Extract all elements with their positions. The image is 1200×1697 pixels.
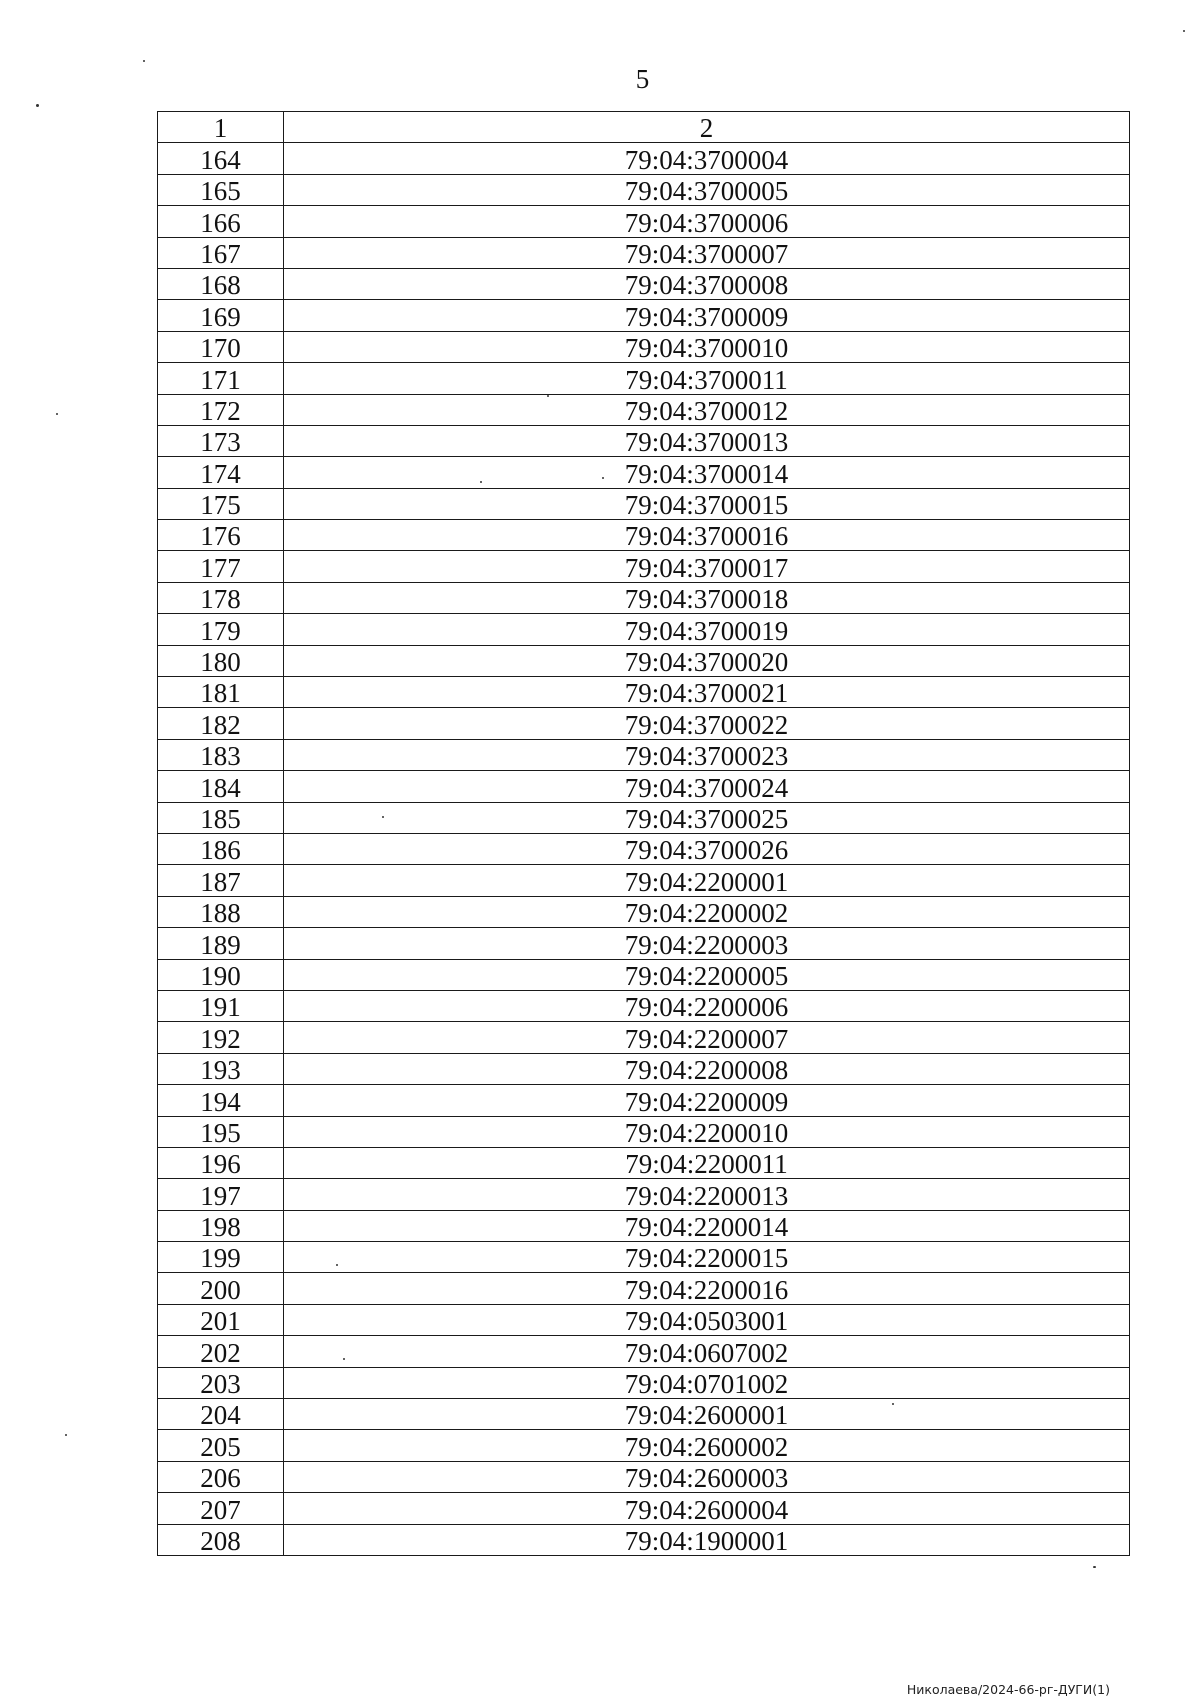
table-row — [158, 457, 1130, 488]
scan-speck — [56, 413, 58, 415]
table-row — [158, 677, 1130, 708]
cadastral-number-cell: 79:04:3700020 — [284, 645, 1130, 676]
cadastral-number-cell: 79:04:3700017 — [284, 551, 1130, 582]
row-number-cell: 199 — [158, 1242, 284, 1273]
cadastral-number-cell: 79:04:3700006 — [284, 206, 1130, 237]
cadastral-number-cell: 79:04:3700013 — [284, 425, 1130, 456]
cadastral-number-cell: 79:04:2200015 — [284, 1242, 1130, 1273]
cadastral-number-cell: 79:04:2200002 — [284, 896, 1130, 927]
cadastral-number-cell: 79:04:2200001 — [284, 865, 1130, 896]
scan-speck — [1093, 1566, 1096, 1568]
cadastral-number-cell: 79:04:2200016 — [284, 1273, 1130, 1304]
table-body — [158, 112, 1130, 1556]
cadastral-number-cell: 79:04:2200007 — [284, 1022, 1130, 1053]
table-row — [158, 708, 1130, 739]
row-number-cell: 181 — [158, 677, 284, 708]
row-number-cell: 197 — [158, 1179, 284, 1210]
cadastral-number-cell: 79:04:3700024 — [284, 771, 1130, 802]
row-number-cell: 194 — [158, 1085, 284, 1116]
table-row — [158, 237, 1130, 268]
row-number-cell: 200 — [158, 1273, 284, 1304]
row-number-cell: 172 — [158, 394, 284, 425]
cadastral-number-cell: 79:04:3700022 — [284, 708, 1130, 739]
table-row — [158, 174, 1130, 205]
cadastral-number-cell: 79:04:2200013 — [284, 1179, 1130, 1210]
row-number-cell: 198 — [158, 1210, 284, 1241]
table-row — [158, 771, 1130, 802]
row-number-cell: 176 — [158, 520, 284, 551]
table-row — [158, 363, 1130, 394]
table-header-row — [158, 112, 1130, 143]
cadastral-number-cell: 79:04:3700014 — [284, 457, 1130, 488]
scan-speck — [1183, 30, 1185, 32]
table-row — [158, 425, 1130, 456]
table-row — [158, 582, 1130, 613]
table-row — [158, 1210, 1130, 1241]
cadastral-number-cell: 79:04:2200009 — [284, 1085, 1130, 1116]
row-number-cell: 205 — [158, 1430, 284, 1461]
table-row — [158, 1273, 1130, 1304]
row-number-cell: 167 — [158, 237, 284, 268]
scan-speck — [36, 104, 39, 107]
cadastral-number-cell: 79:04:3700005 — [284, 174, 1130, 205]
row-number-cell: 179 — [158, 614, 284, 645]
row-number-cell: 164 — [158, 143, 284, 174]
cadastral-number-cell: 79:04:2200014 — [284, 1210, 1130, 1241]
row-number-cell: 206 — [158, 1461, 284, 1492]
cadastral-number-cell: 79:04:2200006 — [284, 990, 1130, 1021]
scan-speck — [602, 477, 604, 479]
row-number-cell: 178 — [158, 582, 284, 613]
cadastral-number-cell: 79:04:2200011 — [284, 1147, 1130, 1178]
row-number-cell: 201 — [158, 1304, 284, 1335]
row-number-cell: 182 — [158, 708, 284, 739]
row-number-cell: 193 — [158, 1053, 284, 1084]
row-number-cell: 203 — [158, 1367, 284, 1398]
document-reference: Николаева/2024-66-рг-ДУГИ(1) — [906, 1682, 1110, 1697]
row-number-cell: 173 — [158, 425, 284, 456]
table-row — [158, 896, 1130, 927]
cadastral-table — [157, 111, 1130, 1556]
row-number-cell: 189 — [158, 928, 284, 959]
scan-speck — [892, 1403, 894, 1405]
row-number-cell: 175 — [158, 488, 284, 519]
cadastral-number-cell: 79:04:2600004 — [284, 1493, 1130, 1524]
table-row — [158, 394, 1130, 425]
row-number-cell: 195 — [158, 1116, 284, 1147]
cadastral-number-cell: 79:04:0607002 — [284, 1336, 1130, 1367]
row-number-cell: 168 — [158, 268, 284, 299]
cadastral-number-cell: 79:04:2200003 — [284, 928, 1130, 959]
row-number-cell: 204 — [158, 1399, 284, 1430]
cadastral-number-cell: 79:04:3700010 — [284, 331, 1130, 362]
table-row — [158, 928, 1130, 959]
scan-speck — [382, 816, 384, 818]
cadastral-number-cell: 79:04:2200010 — [284, 1116, 1130, 1147]
table-row — [158, 1399, 1130, 1430]
cadastral-number-cell: 79:04:3700023 — [284, 739, 1130, 770]
table-row — [158, 1022, 1130, 1053]
cadastral-number-cell: 79:04:3700018 — [284, 582, 1130, 613]
table-row — [158, 1367, 1130, 1398]
table-row — [158, 1493, 1130, 1524]
cadastral-number-cell: 79:04:3700015 — [284, 488, 1130, 519]
cadastral-number-cell: 79:04:1900001 — [284, 1524, 1130, 1555]
table-row — [158, 865, 1130, 896]
table-row — [158, 990, 1130, 1021]
table-row — [158, 645, 1130, 676]
table-row — [158, 1336, 1130, 1367]
row-number-cell: 169 — [158, 300, 284, 331]
scan-speck — [336, 1264, 338, 1266]
table-row — [158, 551, 1130, 582]
page-number: 5 — [635, 64, 650, 94]
scan-speck — [65, 1434, 67, 1436]
table-row — [158, 1179, 1130, 1210]
row-number-cell: 208 — [158, 1524, 284, 1555]
row-number-cell: 170 — [158, 331, 284, 362]
table-row — [158, 802, 1130, 833]
row-number-cell: 177 — [158, 551, 284, 582]
table-row — [158, 739, 1130, 770]
table-row — [158, 331, 1130, 362]
cadastral-number-cell: 79:04:0503001 — [284, 1304, 1130, 1335]
row-number-cell: 185 — [158, 802, 284, 833]
row-number-cell: 171 — [158, 363, 284, 394]
cadastral-number-cell: 79:04:3700012 — [284, 394, 1130, 425]
cadastral-number-cell: 79:04:2600002 — [284, 1430, 1130, 1461]
table-row — [158, 959, 1130, 990]
scan-speck — [143, 60, 145, 62]
table-row — [158, 143, 1130, 174]
row-number-cell: 188 — [158, 896, 284, 927]
cadastral-number-cell: 79:04:2200005 — [284, 959, 1130, 990]
row-number-cell: 191 — [158, 990, 284, 1021]
table-row — [158, 1304, 1130, 1335]
table-row — [158, 300, 1130, 331]
cadastral-number-cell: 79:04:2600001 — [284, 1399, 1130, 1430]
table-row — [158, 520, 1130, 551]
row-number-cell: 174 — [158, 457, 284, 488]
table-row — [158, 268, 1130, 299]
table-row — [158, 1461, 1130, 1492]
scan-speck — [343, 1358, 345, 1360]
table-row — [158, 206, 1130, 237]
table-row — [158, 1147, 1130, 1178]
cadastral-number-cell: 79:04:0701002 — [284, 1367, 1130, 1398]
cadastral-number-cell: 79:04:2200008 — [284, 1053, 1130, 1084]
row-number-cell: 183 — [158, 739, 284, 770]
cadastral-number-cell: 79:04:3700004 — [284, 143, 1130, 174]
cadastral-number-cell: 79:04:3700021 — [284, 677, 1130, 708]
table-row — [158, 614, 1130, 645]
cadastral-number-cell: 79:04:3700009 — [284, 300, 1130, 331]
row-number-cell: 196 — [158, 1147, 284, 1178]
row-number-cell: 186 — [158, 833, 284, 864]
header-cell-cadastral: 2 — [284, 112, 1130, 143]
row-number-cell: 190 — [158, 959, 284, 990]
table-row — [158, 1053, 1130, 1084]
cadastral-number-cell: 79:04:3700026 — [284, 833, 1130, 864]
row-number-cell: 180 — [158, 645, 284, 676]
table-row — [158, 488, 1130, 519]
header-cell-number: 1 — [158, 112, 284, 143]
table-row — [158, 1116, 1130, 1147]
row-number-cell: 187 — [158, 865, 284, 896]
row-number-cell: 192 — [158, 1022, 284, 1053]
row-number-cell: 207 — [158, 1493, 284, 1524]
table-row — [158, 1085, 1130, 1116]
cadastral-number-cell: 79:04:3700019 — [284, 614, 1130, 645]
cadastral-number-cell: 79:04:3700025 — [284, 802, 1130, 833]
table-row — [158, 1242, 1130, 1273]
table-row — [158, 1430, 1130, 1461]
table-row — [158, 833, 1130, 864]
row-number-cell: 166 — [158, 206, 284, 237]
cadastral-number-cell: 79:04:3700011 — [284, 363, 1130, 394]
scan-speck — [480, 481, 482, 483]
scan-speck — [547, 395, 549, 397]
table-row — [158, 1524, 1130, 1555]
cadastral-number-cell: 79:04:3700007 — [284, 237, 1130, 268]
row-number-cell: 202 — [158, 1336, 284, 1367]
cadastral-number-cell: 79:04:2600003 — [284, 1461, 1130, 1492]
cadastral-number-cell: 79:04:3700016 — [284, 520, 1130, 551]
cadastral-number-cell: 79:04:3700008 — [284, 268, 1130, 299]
row-number-cell: 184 — [158, 771, 284, 802]
row-number-cell: 165 — [158, 174, 284, 205]
